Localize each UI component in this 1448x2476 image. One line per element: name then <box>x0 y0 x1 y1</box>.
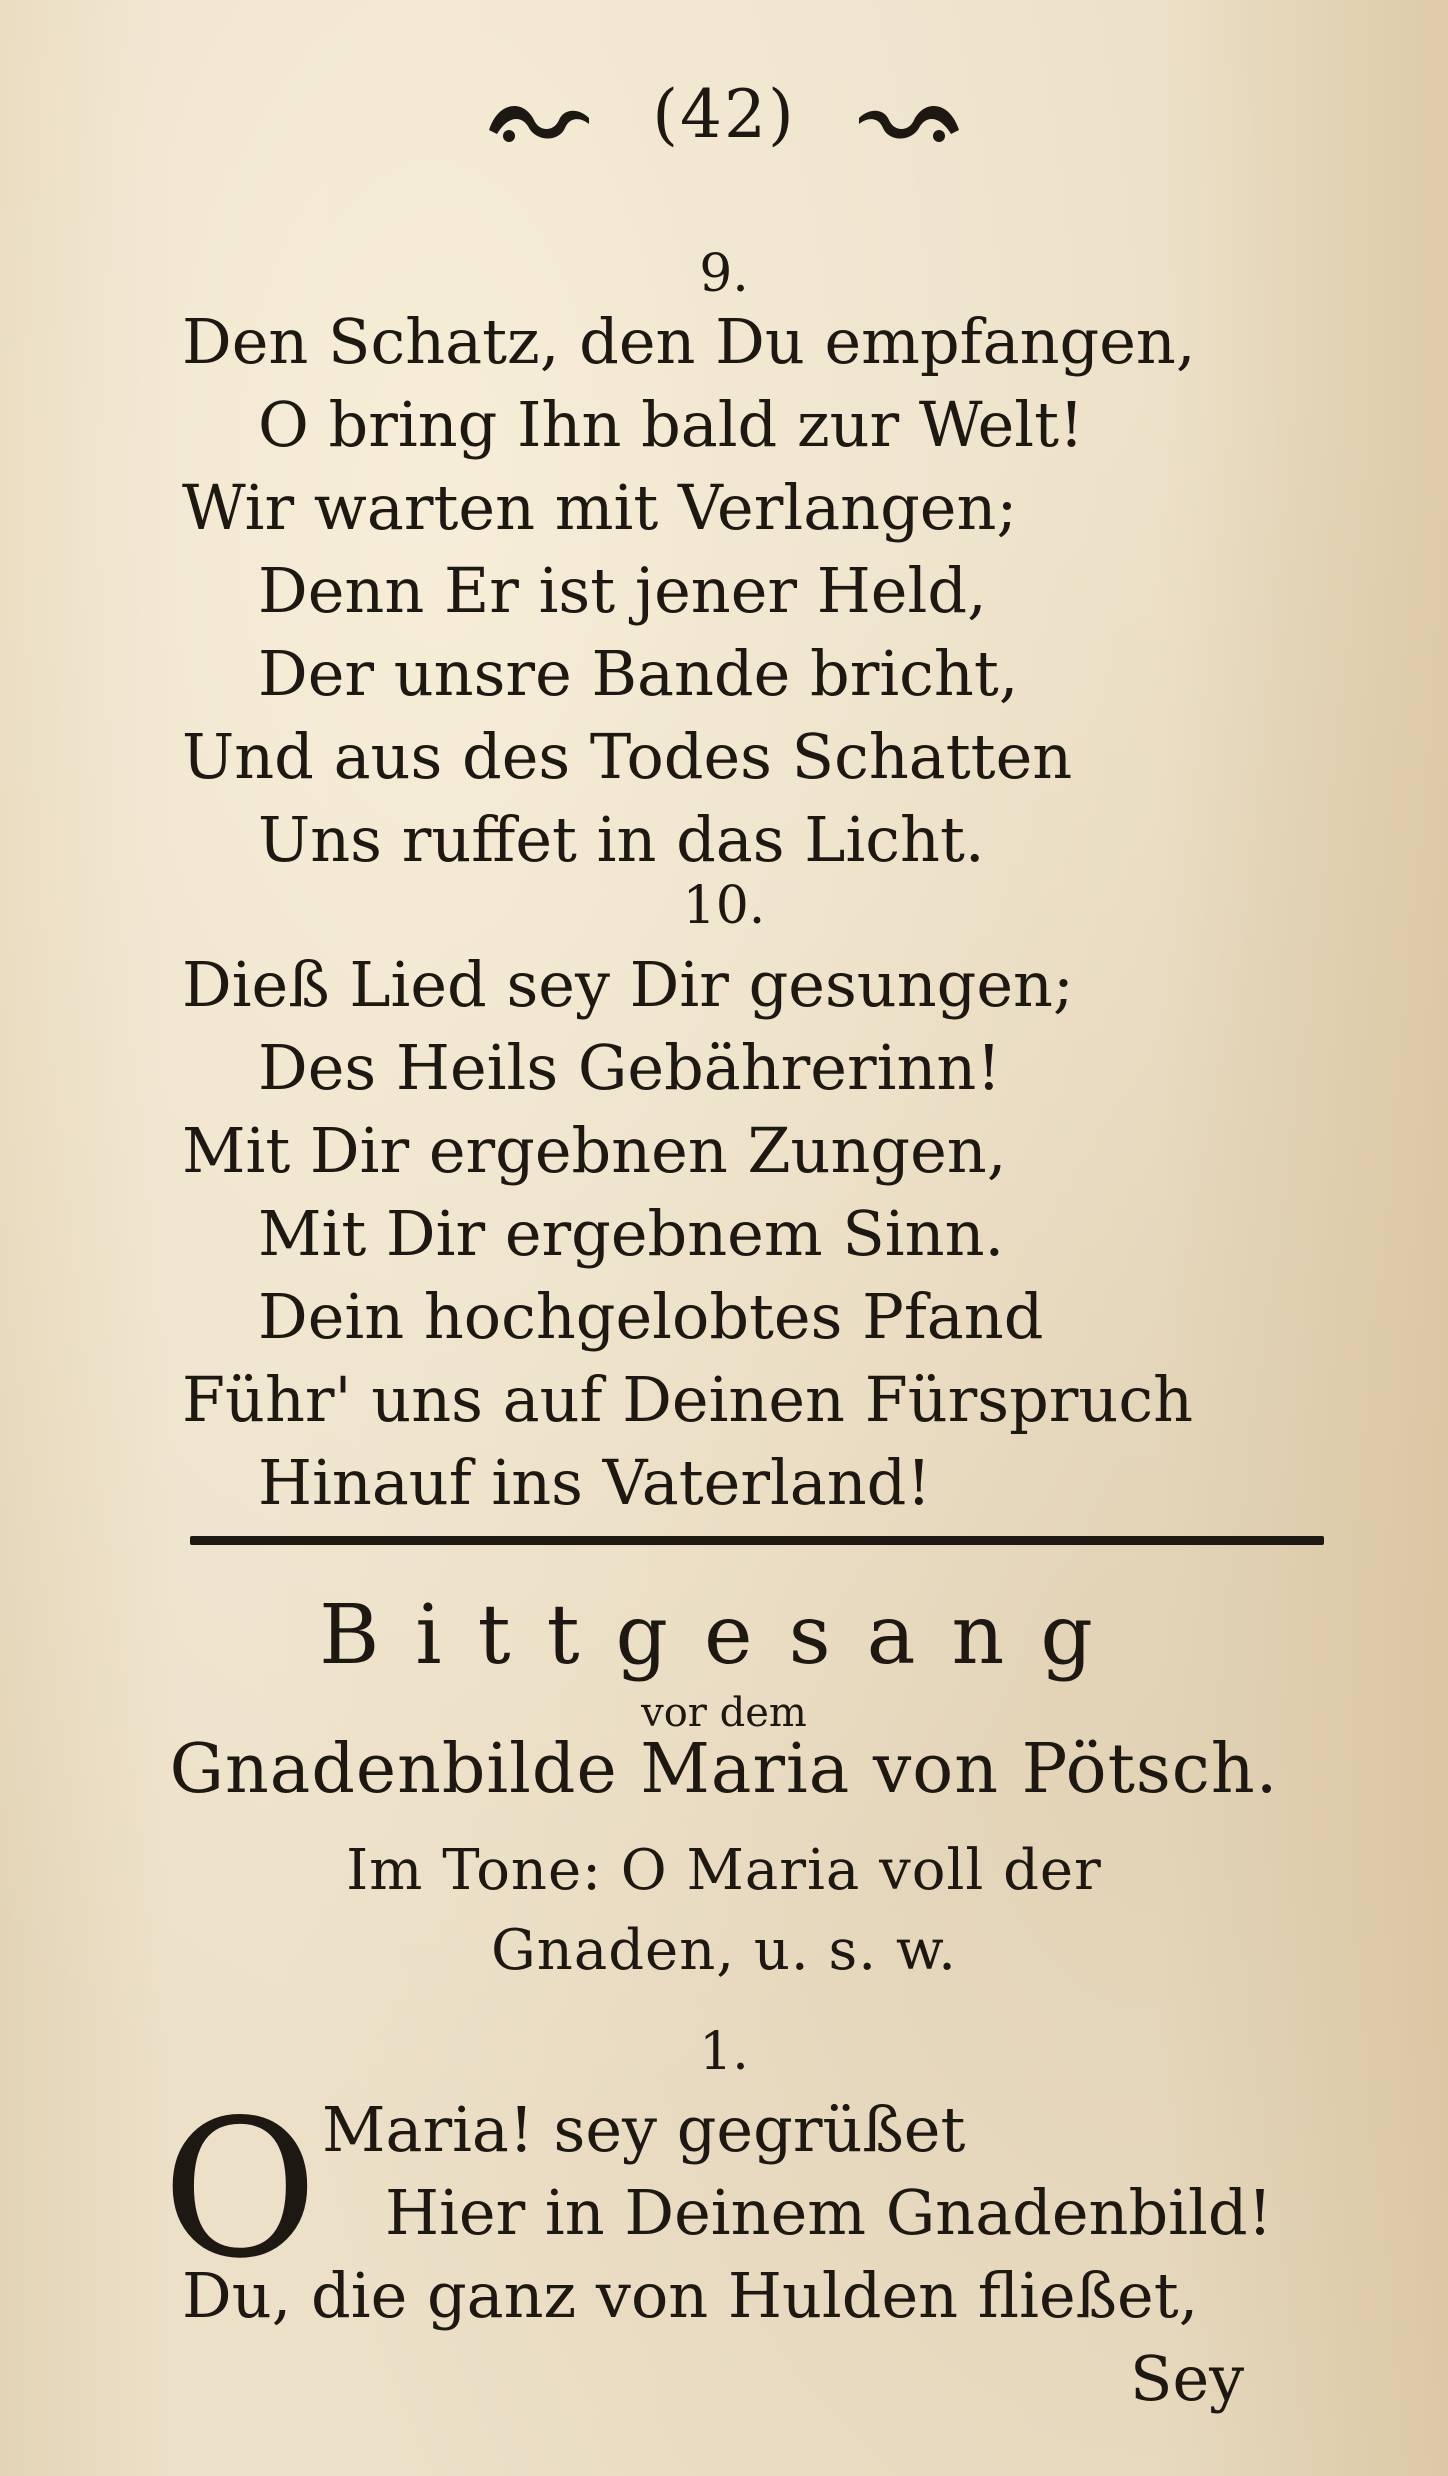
section-subtitle: Gnadenbilde Maria von Pötsch. <box>169 1730 1279 1809</box>
verse-line: Denn Er ist jener Held, <box>258 554 987 627</box>
stanza-number: 10. <box>682 876 766 936</box>
verse-line: Mit Dir ergebnem Sinn. <box>258 1197 1005 1270</box>
verse-line: Hier in Deinem Gnadenbild! <box>385 2176 1273 2249</box>
verse-line: Maria! sey gegrüßet <box>322 2093 966 2166</box>
page-number: (42) <box>652 76 796 153</box>
tone-line: Gnaden, u. s. w. <box>491 1918 957 1983</box>
verse-line: Du, die ganz von Hulden fließet, <box>182 2259 1199 2332</box>
section-title: Bittgesang <box>319 1588 1129 1683</box>
verse-line: Wir warten mit Verlangen; <box>182 471 1018 544</box>
verse-line: Mit Dir ergebnen Zungen, <box>182 1114 1007 1187</box>
right-ornament-icon <box>849 90 969 150</box>
verse-line: Des Heils Gebährerinn! <box>258 1031 1002 1104</box>
drop-cap: O <box>162 2079 318 2300</box>
verse-line: Den Schatz, den Du empfangen, <box>182 305 1196 378</box>
verse-line: Führ' uns auf Deinen Fürspruch <box>182 1363 1194 1436</box>
catchword: Sey <box>1130 2342 1245 2415</box>
verse-line: Und aus des Todes Schatten <box>182 720 1073 793</box>
section-divider <box>190 1536 1324 1545</box>
verse-line: Dein hochgelobtes Pfand <box>258 1280 1044 1353</box>
stanza-number: 1. <box>699 2022 749 2082</box>
section-subtitle-small: vor dem <box>641 1690 807 1736</box>
verse-line: Uns ruffet in das Licht. <box>258 803 985 876</box>
verse-line: Der unsre Bande bricht, <box>258 637 1019 710</box>
verse-line: O bring Ihn bald zur Welt! <box>258 388 1084 461</box>
tone-line: Im Tone: O Maria voll der <box>346 1838 1102 1903</box>
verse-line: Dieß Lied sey Dir gesungen; <box>182 948 1074 1021</box>
page-header <box>0 70 1448 160</box>
stanza-number: 9. <box>699 244 749 304</box>
verse-line: Hinauf ins Vaterland! <box>258 1446 932 1519</box>
left-ornament-icon <box>479 90 599 150</box>
